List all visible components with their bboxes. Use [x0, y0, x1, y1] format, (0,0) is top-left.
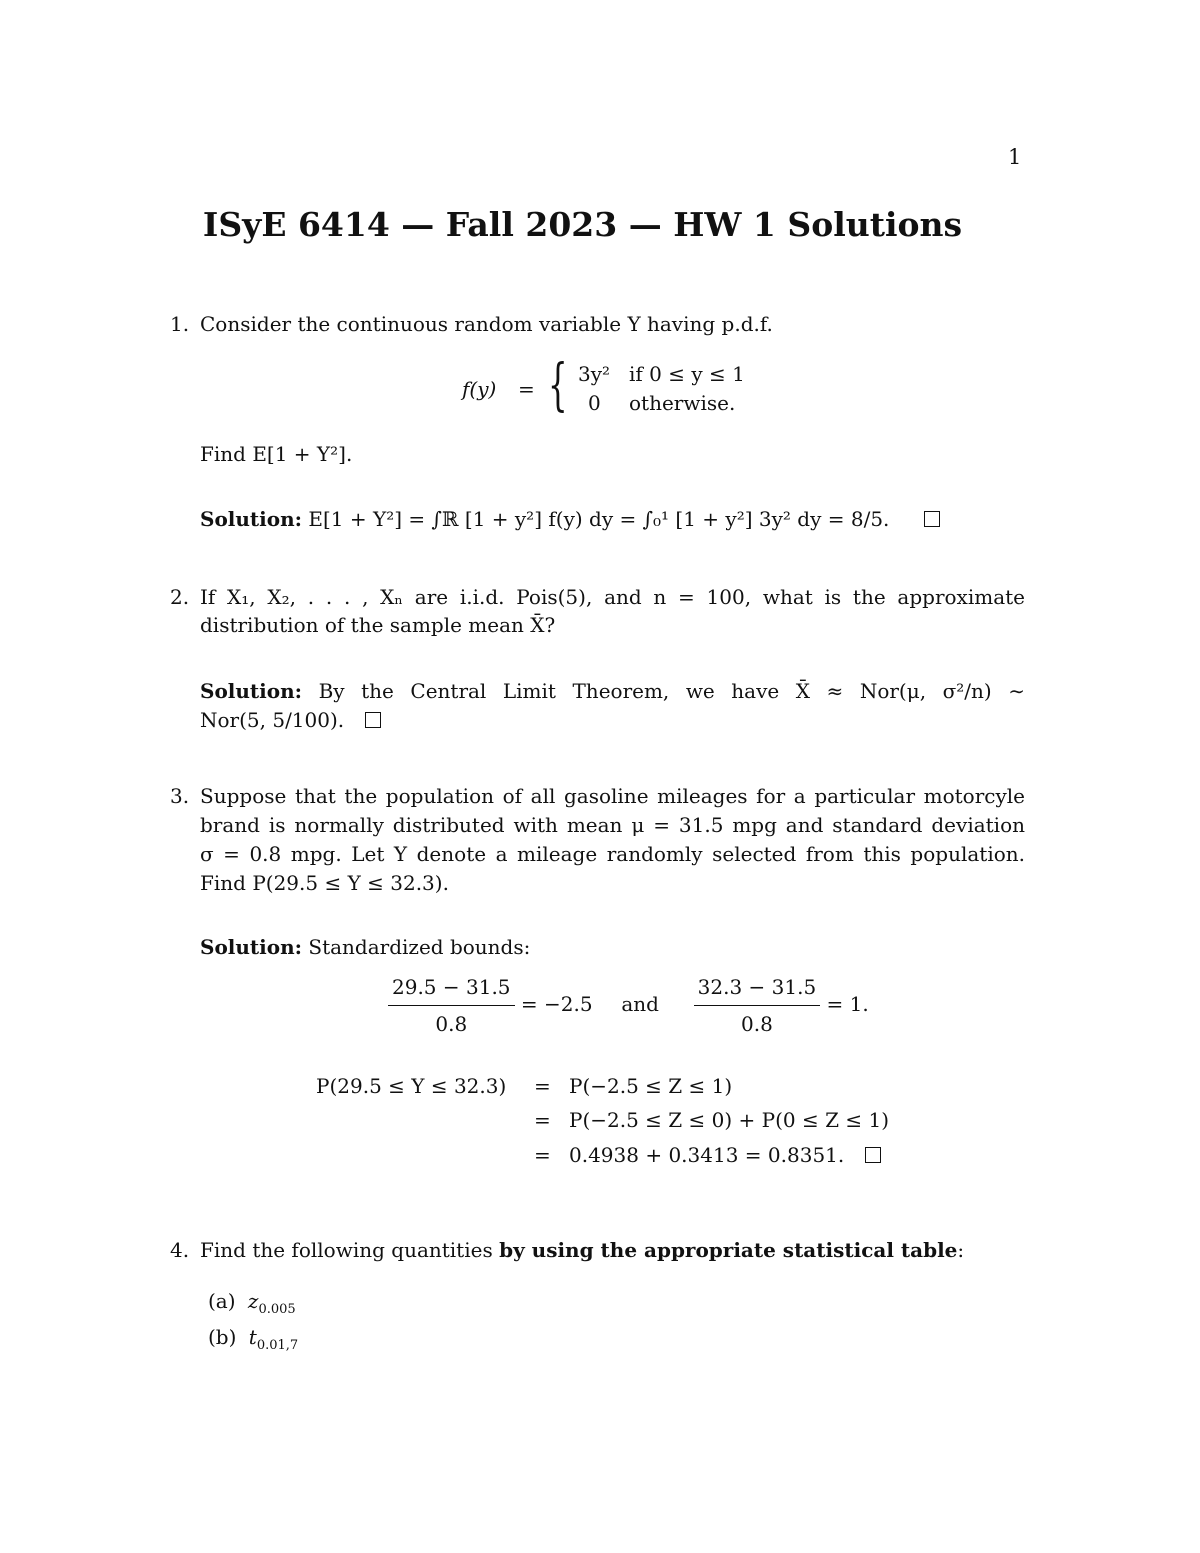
- qed-square-icon: [924, 511, 940, 527]
- pdf-case2-value: 0: [588, 391, 601, 415]
- qed-square-icon: [365, 712, 381, 728]
- page-title: ISyE 6414 — Fall 2023 — HW 1 Solutions: [202, 205, 963, 244]
- question-4-number: 4.: [170, 1238, 190, 1262]
- question-3-solution: [200, 933, 530, 961]
- probability-result: 0.4938 + 0.3413 = 0.8351.: [569, 1143, 845, 1167]
- qed-square-icon: [865, 1147, 881, 1163]
- fraction-denominator: 0.8: [741, 1012, 773, 1036]
- question-3-line-3: σ = 0.8 mpg. Let Y denote a mileage randomly selected from this population.: [200, 842, 1025, 866]
- pdf-case1-condition: if 0 ≤ y ≤ 1: [629, 362, 745, 386]
- pdf-equals: =: [518, 377, 535, 401]
- fraction-numerator: 29.5 − 31.5: [388, 973, 515, 1006]
- question-3-number: 3.: [170, 784, 190, 808]
- solution-label: Solution:: [200, 935, 303, 959]
- left-brace-icon: {: [548, 353, 568, 418]
- fraction-lower: [388, 973, 515, 1038]
- question-3-line-4: Find P(29.5 ≤ Y ≤ 32.3).: [200, 871, 449, 895]
- item-label: (b): [208, 1325, 237, 1349]
- item-symbol: z: [247, 1289, 259, 1313]
- equals-2: =: [534, 1108, 551, 1132]
- question-1-prompt: Consider the continuous random variable Y having p.d.f.: [200, 312, 773, 336]
- question-2-line-2: distribution of the sample mean X̄?: [200, 613, 556, 637]
- list-item: [208, 1323, 298, 1360]
- pdf-lhs: f(y): [462, 377, 497, 401]
- question-2-number: 2.: [170, 585, 190, 609]
- standardized-bounds: [388, 973, 869, 1038]
- solution-text: Standardized bounds:: [308, 935, 531, 959]
- pdf-case1-value: 3y²: [578, 362, 611, 386]
- probability-step-2: P(−2.5 ≤ Z ≤ 0) + P(0 ≤ Z ≤ 1): [569, 1108, 890, 1132]
- equals-1: =: [534, 1074, 551, 1098]
- question-1-find: Find E[1 + Y²].: [200, 442, 353, 466]
- solution-text-2: Nor(5, 5/100).: [200, 708, 345, 732]
- item-label: (a): [208, 1289, 236, 1313]
- fraction-upper-result: = 1.: [826, 992, 869, 1016]
- probability-step-1: P(−2.5 ≤ Z ≤ 1): [569, 1074, 733, 1098]
- fraction-denominator: 0.8: [435, 1012, 468, 1036]
- page-number: 1: [1008, 145, 1022, 169]
- pdf-case2-condition: otherwise.: [629, 391, 736, 415]
- probability-step-3: [569, 1141, 881, 1169]
- probability-lhs: P(29.5 ≤ Y ≤ 32.3): [316, 1074, 507, 1098]
- fraction-lower-result: = −2.5: [520, 992, 593, 1016]
- question-1-number: 1.: [170, 312, 190, 336]
- question-2-solution-line-1: [200, 677, 1025, 705]
- prompt-end: :: [957, 1238, 965, 1262]
- question-2-line-1: If X₁, X₂, . . . , Xₙ are i.i.d. Pois(5), and n = 100, what is the approximate: [200, 585, 1025, 609]
- question-3-line-2: brand is normally distributed with mean μ = 31.5 mpg and standard deviation: [200, 813, 1025, 837]
- question-1-solution: [200, 505, 940, 533]
- question-4-prompt: [200, 1236, 964, 1264]
- prompt-bold: by using the appropriate statistical table: [499, 1238, 958, 1262]
- solution-label: Solution:: [200, 507, 303, 531]
- question-3-line-1: Suppose that the population of all gasoline mileages for a particular motorcyle: [200, 784, 1025, 808]
- equals-3: =: [534, 1143, 551, 1167]
- solution-text: By the Central Limit Theorem, we have X̄ ≈ Nor(μ, σ²/n) ∼: [318, 679, 1026, 703]
- question-2-solution-line-2: [200, 706, 381, 734]
- item-subscript: 0.005: [258, 1302, 296, 1317]
- item-subscript: 0.01,7: [256, 1338, 299, 1353]
- and-word: and: [621, 992, 659, 1016]
- fraction-numerator: 32.3 − 31.5: [694, 973, 821, 1006]
- item-symbol: t: [248, 1325, 257, 1349]
- fraction-upper: [694, 973, 821, 1038]
- solution-text: E[1 + Y²] = ∫ℝ [1 + y²] f(y) dy = ∫₀¹ [1 + y²] 3y² dy = 8/5.: [308, 507, 890, 531]
- prompt-plain: Find the following quantities: [200, 1238, 493, 1262]
- list-item: [208, 1287, 296, 1324]
- solution-label: Solution:: [200, 679, 303, 703]
